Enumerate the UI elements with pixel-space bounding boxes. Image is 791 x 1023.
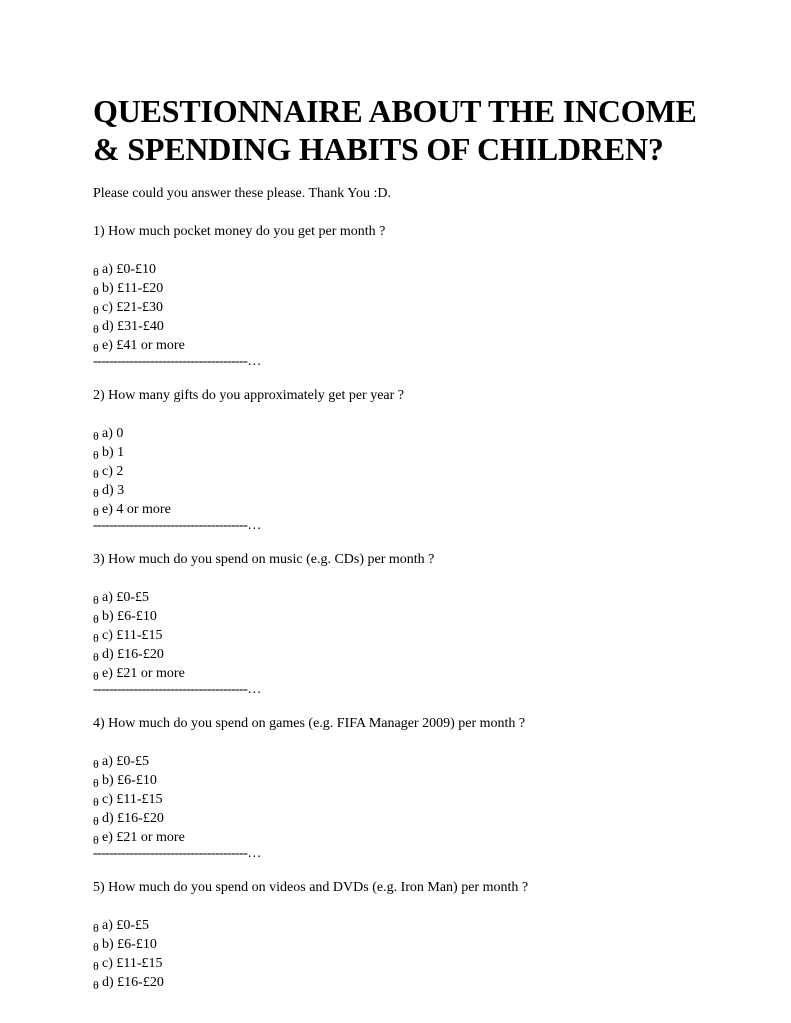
answer-option[interactable] bbox=[93, 279, 733, 298]
answer-option-label: c) £11-£15 bbox=[102, 628, 163, 643]
radio-button-icon[interactable]: θ bbox=[93, 612, 99, 626]
answer-option[interactable] bbox=[93, 500, 733, 519]
answer-option-label: b) £6-£10 bbox=[102, 609, 157, 624]
radio-button-icon[interactable]: θ bbox=[93, 486, 99, 500]
answer-option-label: b) 1 bbox=[102, 445, 125, 460]
answer-option-label: d) £16-£20 bbox=[102, 811, 164, 826]
answer-option[interactable] bbox=[93, 298, 733, 317]
answer-option-label: d) £16-£20 bbox=[102, 975, 164, 990]
answer-option-label: b) £6-£10 bbox=[102, 773, 157, 788]
answer-option[interactable] bbox=[93, 752, 733, 771]
radio-button-icon[interactable]: θ bbox=[93, 978, 99, 992]
radio-button-icon[interactable]: θ bbox=[93, 303, 99, 317]
question-separator: --------------------------------------… bbox=[93, 682, 261, 697]
radio-button-icon[interactable]: θ bbox=[93, 959, 99, 973]
answer-options bbox=[93, 260, 733, 355]
radio-button-icon[interactable]: θ bbox=[93, 814, 99, 828]
radio-button-icon[interactable]: θ bbox=[93, 795, 99, 809]
answer-option[interactable] bbox=[93, 790, 733, 809]
document-page bbox=[93, 92, 733, 992]
radio-button-icon[interactable]: θ bbox=[93, 322, 99, 336]
question-block-5 bbox=[93, 878, 733, 992]
answer-option[interactable] bbox=[93, 443, 733, 462]
question-separator: --------------------------------------… bbox=[93, 354, 261, 369]
answer-options bbox=[93, 916, 733, 992]
answer-options bbox=[93, 424, 733, 519]
radio-button-icon[interactable]: θ bbox=[93, 833, 99, 847]
answer-option-label: e) £21 or more bbox=[102, 830, 185, 845]
intro-text: Please could you answer these please. Thank You :D. bbox=[93, 186, 391, 201]
answer-option-label: d) £16-£20 bbox=[102, 647, 164, 662]
answer-option-label: a) £0-£5 bbox=[102, 918, 150, 933]
questions-list bbox=[93, 222, 733, 992]
answer-option-label: b) £11-£20 bbox=[102, 281, 164, 296]
answer-option[interactable] bbox=[93, 424, 733, 443]
question-block-2 bbox=[93, 386, 733, 519]
answer-option[interactable] bbox=[93, 828, 733, 847]
radio-button-icon[interactable]: θ bbox=[93, 429, 99, 443]
answer-option-label: b) £6-£10 bbox=[102, 937, 157, 952]
answer-option-label: c) £11-£15 bbox=[102, 956, 163, 971]
answer-option-label: d) 3 bbox=[102, 483, 125, 498]
answer-option-label: c) 2 bbox=[102, 464, 124, 479]
title-line-2: & SPENDING HABITS OF CHILDREN? bbox=[93, 131, 664, 167]
answer-option[interactable] bbox=[93, 771, 733, 790]
radio-button-icon[interactable]: θ bbox=[93, 341, 99, 355]
answer-option[interactable] bbox=[93, 462, 733, 481]
answer-option[interactable] bbox=[93, 645, 733, 664]
answer-option[interactable] bbox=[93, 626, 733, 645]
document-title bbox=[93, 92, 733, 168]
answer-option[interactable] bbox=[93, 336, 733, 355]
question-text: 3) How much do you spend on music (e.g. CDs) per month ? bbox=[93, 552, 435, 567]
question-separator: --------------------------------------… bbox=[93, 846, 261, 861]
answer-option-label: e) £41 or more bbox=[102, 338, 185, 353]
answer-option[interactable] bbox=[93, 935, 733, 954]
answer-options bbox=[93, 752, 733, 847]
answer-option[interactable] bbox=[93, 916, 733, 935]
answer-option-label: e) £21 or more bbox=[102, 666, 185, 681]
radio-button-icon[interactable]: θ bbox=[93, 284, 99, 298]
radio-button-icon[interactable]: θ bbox=[93, 669, 99, 683]
answer-option[interactable] bbox=[93, 588, 733, 607]
answer-option[interactable] bbox=[93, 317, 733, 336]
question-block-3 bbox=[93, 550, 733, 683]
answer-option[interactable] bbox=[93, 954, 733, 973]
question-separator: --------------------------------------… bbox=[93, 518, 261, 533]
radio-button-icon[interactable]: θ bbox=[93, 265, 99, 279]
answer-option[interactable] bbox=[93, 664, 733, 683]
answer-option[interactable] bbox=[93, 973, 733, 992]
radio-button-icon[interactable]: θ bbox=[93, 593, 99, 607]
radio-button-icon[interactable]: θ bbox=[93, 650, 99, 664]
answer-option-label: a) £0-£10 bbox=[102, 262, 157, 277]
radio-button-icon[interactable]: θ bbox=[93, 776, 99, 790]
radio-button-icon[interactable]: θ bbox=[93, 921, 99, 935]
answer-option[interactable] bbox=[93, 809, 733, 828]
answer-option-label: c) £21-£30 bbox=[102, 300, 164, 315]
question-text: 5) How much do you spend on videos and DVDs (e.g. Iron Man) per month ? bbox=[93, 880, 529, 895]
radio-button-icon[interactable]: θ bbox=[93, 467, 99, 481]
radio-button-icon[interactable]: θ bbox=[93, 940, 99, 954]
radio-button-icon[interactable]: θ bbox=[93, 448, 99, 462]
answer-option-label: e) 4 or more bbox=[102, 502, 171, 517]
answer-option[interactable] bbox=[93, 260, 733, 279]
answer-option[interactable] bbox=[93, 481, 733, 500]
answer-option-label: a) 0 bbox=[102, 426, 124, 441]
title-line-1: QUESTIONNAIRE ABOUT THE INCOME bbox=[93, 93, 697, 129]
answer-option-label: a) £0-£5 bbox=[102, 590, 150, 605]
answer-option-label: a) £0-£5 bbox=[102, 754, 150, 769]
question-text: 4) How much do you spend on games (e.g. FIFA Manager 2009) per month ? bbox=[93, 716, 526, 731]
question-text: 1) How much pocket money do you get per month ? bbox=[93, 224, 386, 239]
question-block-4 bbox=[93, 714, 733, 847]
answer-option-label: d) £31-£40 bbox=[102, 319, 164, 334]
radio-button-icon[interactable]: θ bbox=[93, 505, 99, 519]
radio-button-icon[interactable]: θ bbox=[93, 757, 99, 771]
answer-option-label: c) £11-£15 bbox=[102, 792, 163, 807]
answer-option[interactable] bbox=[93, 607, 733, 626]
radio-button-icon[interactable]: θ bbox=[93, 631, 99, 645]
question-block-1 bbox=[93, 222, 733, 355]
answer-options bbox=[93, 588, 733, 683]
question-text: 2) How many gifts do you approximately get per year ? bbox=[93, 388, 405, 403]
